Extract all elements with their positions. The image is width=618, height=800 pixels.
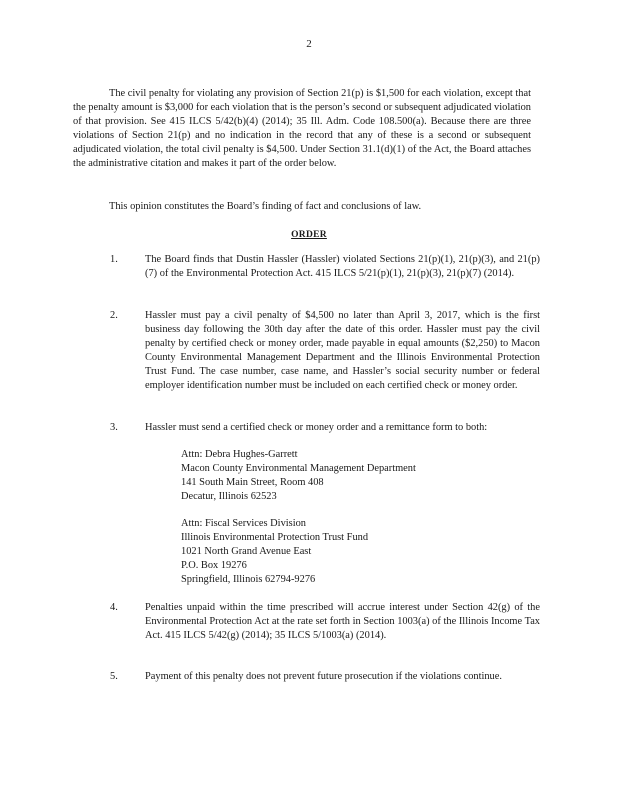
address-line: Decatur, Illinois 62523 <box>181 491 277 502</box>
address-line: Macon County Environmental Management Department <box>181 463 416 474</box>
paragraph-text: This opinion constitutes the Board’s finding of fact and conclusions of law. <box>109 201 422 212</box>
order-item-2 <box>110 309 540 393</box>
order-item-3 <box>110 421 540 435</box>
address-line: 141 South Main Street, Room 408 <box>181 477 324 488</box>
order-number: 3. <box>110 422 118 433</box>
opinion-paragraph <box>73 200 531 214</box>
order-number: 2. <box>110 310 118 321</box>
order-text: Hassler must pay a civil penalty of $4,500 no later than April 3, 2017, which is the first business day following the 30th day after the date of this order. Hassler must pay the civil penalty by certified check or money order, made payable in equal amounts ($2,250) to Macon County Environmental Management Department and the Illinois Environmental Protection Trust Fund. The case number, case name, and Hassler’s social security number or federal employer identification number must be included on each certified check or money order. <box>145 310 540 391</box>
order-text: The Board finds that Dustin Hassler (Hassler) violated Sections 21(p)(1), 21(p)(3), and 21(p)(7) of the Environmental Protection Act. 415 ILCS 5/21(p)(1), 21(p)(3), 21(p)(7) (2014). <box>145 254 540 279</box>
order-item-1 <box>110 253 540 281</box>
address-block-iepa <box>181 517 481 587</box>
address-line: P.O. Box 19276 <box>181 560 247 571</box>
address-block-macon <box>181 448 481 504</box>
order-text: Penalties unpaid within the time prescribed will accrue interest under Section 42(g) of the Environmental Protection Act at the rate set forth in Section 1003(a) of the Illinois Income Tax Act. 415 ILCS 5/42(g) (2014); 35 ILCS 5/1003(a) (2014). <box>145 602 540 641</box>
order-number: 1. <box>110 254 118 265</box>
address-line: 1021 North Grand Avenue East <box>181 546 312 557</box>
page-number: 2 <box>306 38 312 50</box>
address-line: Springfield, Illinois 62794-9276 <box>181 574 316 585</box>
order-text: Hassler must send a certified check or money order and a remittance form to both: <box>145 422 488 433</box>
address-line: Illinois Environmental Protection Trust Fund <box>181 532 369 543</box>
order-item-5 <box>110 670 540 684</box>
address-line: Attn: Fiscal Services Division <box>181 518 306 529</box>
order-heading: ORDER <box>291 230 327 240</box>
order-number: 5. <box>110 671 118 682</box>
order-number: 4. <box>110 602 118 613</box>
paragraph-text: The civil penalty for violating any provision of Section 21(p) is $1,500 for each violation, except that the penalty amount is $3,000 for each violation that is the person’s second or subsequent adjudicated violation of that provision. See 415 ILCS 5/42(b)(4) (2014); 35 Ill. Adm. Code 108.500(a). Because there are three violations of Section 21(p) and no indication in the record that any of these is a second or subsequent adjudicated violation, the total civil penalty is $4,500. Under Section 31.1(d)(1) of the Act, the Board attaches the administrative citation and makes it part of the order below. <box>73 88 531 169</box>
address-line: Attn: Debra Hughes-Garrett <box>181 449 298 460</box>
order-item-4 <box>110 601 540 643</box>
order-text: Payment of this penalty does not prevent future prosecution if the violations continue. <box>145 671 502 682</box>
penalty-paragraph <box>73 87 531 171</box>
